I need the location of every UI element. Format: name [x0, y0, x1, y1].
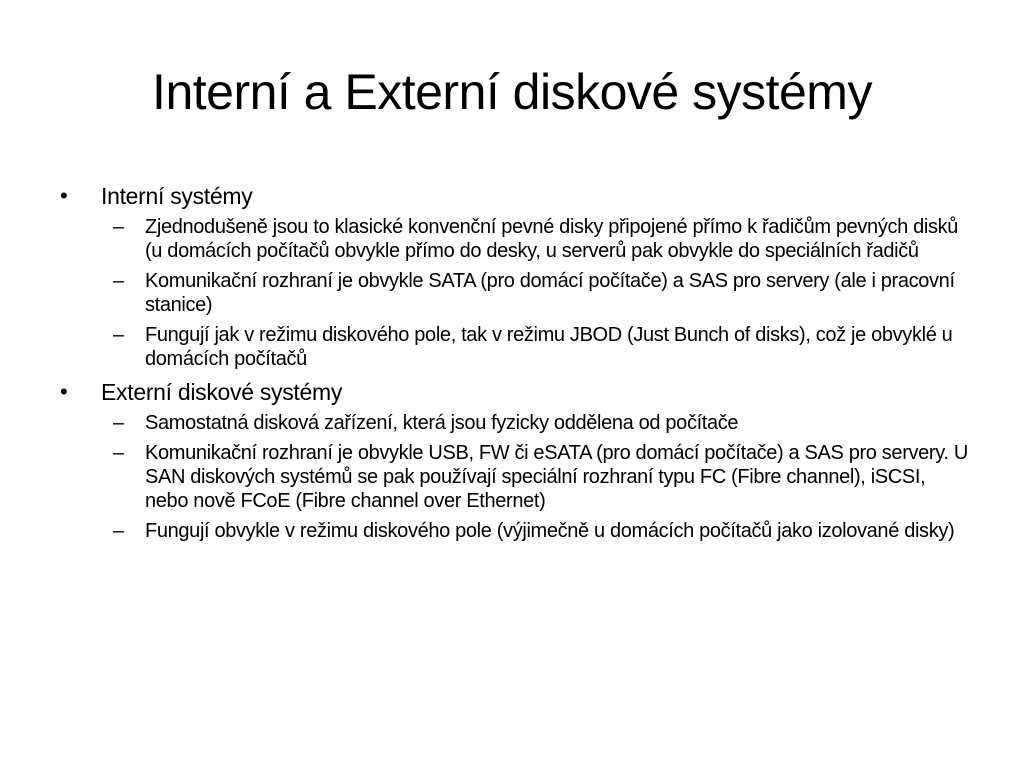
- list-item: [101, 411, 970, 435]
- list-item: [101, 519, 970, 543]
- list-item: [101, 269, 970, 317]
- dash-bullet-icon: –: [113, 270, 125, 292]
- sub-bullet-list: [101, 215, 970, 371]
- list-item-text: Komunikační rozhraní je obvykle SATA (pro domácí počítače) a SAS pro servery (ale i pracovní stanice): [145, 270, 955, 316]
- list-item-text: Komunikační rozhraní je obvykle USB, FW či eSATA (pro domácí počítače) a SAS pro servery. U SAN diskových systémů se pak používají speciální rozhraní typu FC (Fibre channel), iSCSI, nebo nově FCoE (Fibre channel over Ethernet): [145, 442, 968, 512]
- dash-bullet-icon: –: [113, 520, 125, 542]
- list-item: [101, 215, 970, 263]
- section-internal: [58, 181, 970, 371]
- list-item: [101, 323, 970, 371]
- list-item-text: Samostatná disková zařízení, která jsou fyzicky oddělena od počítače: [145, 412, 739, 434]
- sub-bullet-list: [101, 411, 970, 543]
- section-external: [58, 377, 970, 543]
- slide-content: [58, 181, 970, 549]
- slide-title: Interní a Externí diskové systémy: [152, 64, 872, 120]
- bullet-list: [58, 181, 970, 543]
- list-item-text: Fungují obvykle v režimu diskového pole (výjimečně u domácích počítačů jako izolované disky): [145, 520, 955, 542]
- list-item-text: Fungují jak v režimu diskového pole, tak v režimu JBOD (Just Bunch of disks), což je obvyklé u domácích počítačů: [145, 324, 953, 370]
- dash-bullet-icon: –: [113, 216, 125, 238]
- section-heading: Interní systémy: [101, 183, 253, 209]
- list-item-text: Zjednodušeně jsou to klasické konvenční pevné disky připojené přímo k řadičům pevných disků (u domácích počítačů obvykle přímo do desky, u serverů pak obvykle do speciálních řadičů: [145, 216, 959, 262]
- dash-bullet-icon: –: [113, 324, 125, 346]
- section-heading: Externí diskové systémy: [101, 379, 343, 405]
- list-item: [101, 441, 970, 513]
- dash-bullet-icon: –: [113, 442, 125, 464]
- bullet-dot-icon: •: [60, 183, 68, 208]
- dash-bullet-icon: –: [113, 412, 125, 434]
- bullet-dot-icon: •: [60, 379, 68, 404]
